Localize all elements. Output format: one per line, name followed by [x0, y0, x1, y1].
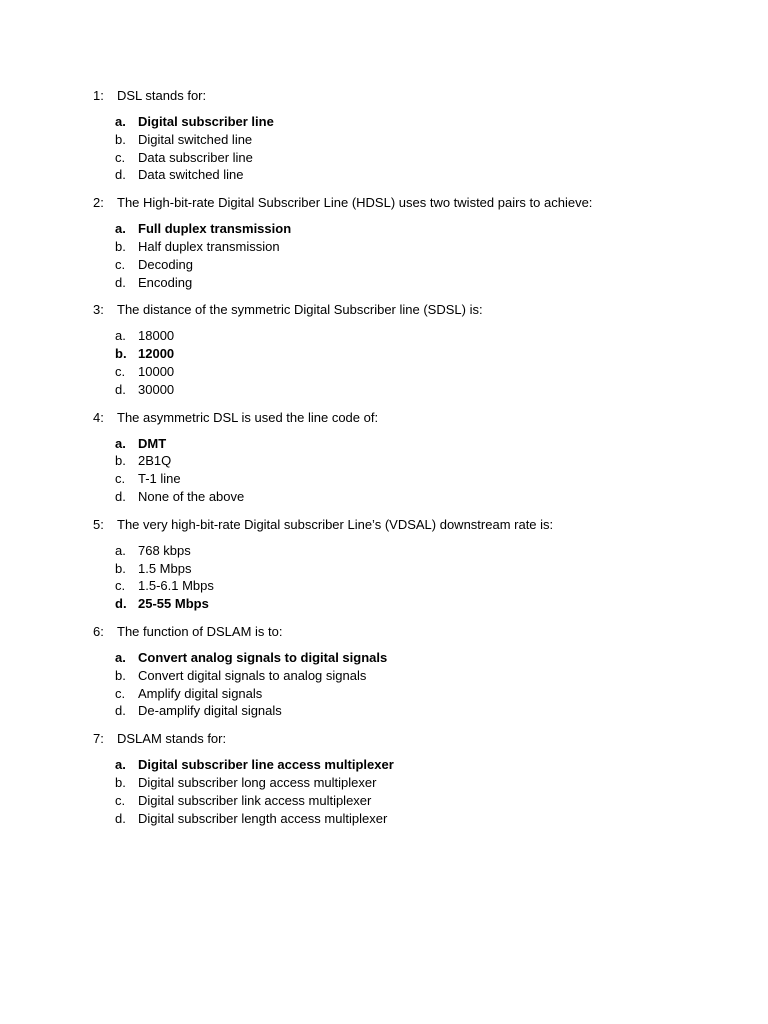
- option-d: [115, 166, 713, 184]
- option-text: 25-55 Mbps: [138, 596, 209, 612]
- option-a: [115, 542, 713, 560]
- question-text: DSLAM stands for:: [117, 731, 227, 747]
- option-letter: a.: [115, 435, 126, 451]
- option-text: Convert analog signals to digital signals: [138, 649, 388, 665]
- question-text: The very high-bit-rate Digital subscriber Line’s (VDSAL) downstream rate is:: [117, 516, 554, 532]
- option-a: [115, 327, 713, 345]
- option-d: [115, 595, 713, 613]
- option-letter: d.: [115, 703, 126, 719]
- option-b: [115, 131, 713, 149]
- option-b: [115, 452, 713, 470]
- question-number: 6:: [93, 623, 104, 639]
- option-text: Digital subscriber line access multiplexer: [138, 757, 394, 773]
- question-header: [93, 193, 713, 212]
- option-letter: b.: [115, 667, 126, 683]
- question-text: The function of DSLAM is to:: [117, 623, 283, 639]
- question-header: [93, 622, 713, 641]
- option-letter: b.: [115, 560, 126, 576]
- option-letter: a.: [115, 221, 126, 237]
- option-text: Digital subscriber length access multiplexer: [138, 810, 388, 826]
- question-header: [93, 300, 713, 319]
- option-letter: b.: [115, 453, 126, 469]
- option-letter: c.: [115, 578, 126, 594]
- option-letter: c.: [115, 471, 126, 487]
- option-text: Full duplex transmission: [138, 221, 292, 237]
- option-list: [93, 113, 713, 184]
- option-text: Digital subscriber line: [138, 114, 274, 129]
- option-letter: a.: [115, 114, 126, 129]
- option-letter: d.: [115, 167, 126, 183]
- option-c: [115, 685, 713, 703]
- option-text: Data switched line: [138, 167, 244, 183]
- option-a: [115, 220, 713, 238]
- spacer: [93, 613, 713, 622]
- question-number: 3:: [93, 302, 104, 318]
- option-text: Digital subscriber long access multiplexer: [138, 774, 377, 790]
- option-text: 30000: [138, 381, 175, 397]
- option-list: [93, 220, 713, 291]
- question-number: 5:: [93, 516, 104, 532]
- option-text: Digital switched line: [138, 131, 253, 147]
- question-3: [93, 300, 713, 398]
- option-text: Amplify digital signals: [138, 685, 263, 701]
- option-letter: d.: [115, 596, 127, 612]
- option-letter: b.: [115, 131, 126, 147]
- question-text: DSL stands for:: [117, 88, 207, 103]
- option-letter: d.: [115, 274, 126, 290]
- question-6: [93, 622, 713, 720]
- option-text: 18000: [138, 328, 175, 344]
- option-c: [115, 256, 713, 274]
- option-a: [115, 756, 713, 774]
- option-letter: c.: [115, 149, 126, 165]
- option-text: Encoding: [138, 274, 193, 290]
- spacer: [93, 506, 713, 515]
- option-d: [115, 702, 713, 720]
- option-a: [115, 435, 713, 453]
- option-list: [93, 327, 713, 398]
- option-letter: b.: [115, 238, 126, 254]
- option-text: Decoding: [138, 256, 193, 272]
- option-list: [93, 435, 713, 506]
- option-text: 1.5-6.1 Mbps: [138, 578, 214, 594]
- question-text: The High-bit-rate Digital Subscriber Line (HDSL) uses two twisted pairs to achieve:: [117, 195, 593, 211]
- option-c: [115, 470, 713, 488]
- option-letter: c.: [115, 792, 126, 808]
- question-1: [93, 86, 713, 184]
- option-text: 1.5 Mbps: [138, 560, 192, 576]
- option-text: DMT: [138, 435, 167, 451]
- option-b: [115, 774, 713, 792]
- option-text: Half duplex transmission: [138, 238, 280, 254]
- option-b: [115, 345, 713, 363]
- question-header: [93, 86, 713, 105]
- option-letter: d.: [115, 381, 126, 397]
- option-d: [115, 274, 713, 292]
- option-letter: b.: [115, 774, 126, 790]
- spacer: [93, 184, 713, 193]
- option-d: [115, 381, 713, 399]
- option-list: [93, 649, 713, 720]
- option-letter: c.: [115, 685, 126, 701]
- option-text: Data subscriber line: [138, 149, 253, 165]
- option-text: 10000: [138, 363, 175, 379]
- question-header: [93, 729, 713, 748]
- option-letter: d.: [115, 488, 126, 504]
- option-text: None of the above: [138, 488, 245, 504]
- option-c: [115, 149, 713, 167]
- option-letter: d.: [115, 810, 126, 826]
- question-2: [93, 193, 713, 291]
- option-a: [115, 113, 713, 131]
- option-letter: b.: [115, 346, 127, 362]
- option-letter: a.: [115, 328, 126, 344]
- option-list: [93, 542, 713, 613]
- question-5: [93, 515, 713, 613]
- option-letter: c.: [115, 256, 126, 272]
- question-number: 4:: [93, 409, 104, 425]
- question-4: [93, 408, 713, 506]
- question-text: The distance of the symmetric Digital Subscriber line (SDSL) is:: [117, 302, 483, 318]
- spacer: [93, 720, 713, 729]
- option-text: 2B1Q: [138, 453, 172, 469]
- option-text: Digital subscriber link access multiplexer: [138, 792, 372, 808]
- option-text: Convert digital signals to analog signals: [138, 667, 367, 683]
- option-c: [115, 792, 713, 810]
- question-text: The asymmetric DSL is used the line code of:: [117, 409, 379, 425]
- option-letter: a.: [115, 542, 126, 558]
- option-text: 12000: [138, 346, 175, 362]
- option-list: [93, 756, 713, 827]
- option-letter: a.: [115, 757, 126, 773]
- option-b: [115, 560, 713, 578]
- option-text: De-amplify digital signals: [138, 703, 282, 719]
- option-c: [115, 363, 713, 381]
- question-header: [93, 408, 713, 427]
- option-c: [115, 577, 713, 595]
- question-header: [93, 515, 713, 534]
- option-letter: c.: [115, 363, 126, 379]
- option-b: [115, 667, 713, 685]
- question-number: 2:: [93, 195, 104, 211]
- quiz: [93, 86, 713, 827]
- question-number: 7:: [93, 731, 104, 747]
- spacer: [93, 399, 713, 408]
- question-number: 1:: [93, 88, 104, 103]
- option-a: [115, 649, 713, 667]
- question-7: [93, 729, 713, 827]
- option-b: [115, 238, 713, 256]
- option-d: [115, 488, 713, 506]
- option-d: [115, 810, 713, 828]
- spacer: [93, 291, 713, 300]
- option-text: 768 kbps: [138, 542, 191, 558]
- option-letter: a.: [115, 649, 126, 665]
- option-text: T-1 line: [138, 471, 181, 487]
